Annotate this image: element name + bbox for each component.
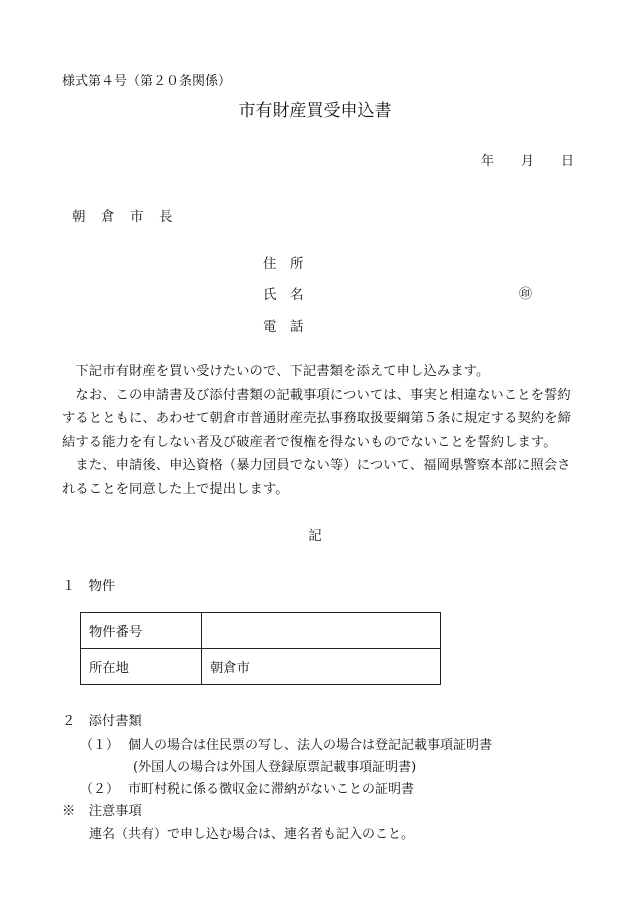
date-month-label: 月	[521, 154, 535, 169]
table-row	[81, 613, 441, 649]
body-paragraph-consent: また、申請後、申込資格（暴力団員でない等）について、福岡県警察本部に照会されることを同意した上で提出します。	[62, 458, 571, 497]
attachment-item-1-note: (外国人の場合は外国人登録原票記載事項証明書)	[133, 760, 417, 775]
address-label: 住 所	[263, 256, 304, 272]
attachment-item-2-number: （２）	[80, 782, 120, 797]
phone-label: 電 話	[263, 319, 304, 335]
table-cell-label: 物件番号	[81, 613, 202, 649]
addressee: 朝 倉 市 長	[72, 209, 174, 225]
name-label: 氏 名	[263, 287, 304, 303]
attachment-item-1-number: （１）	[80, 738, 120, 753]
attachment-item-1-text: 個人の場合は住民票の写し、法人の場合は登記記載事項証明書	[128, 738, 493, 753]
property-table	[80, 612, 441, 685]
date-year-label: 年	[481, 154, 495, 169]
attachment-item-2-text: 市町村税に係る徴収金に滞納がないことの証明書	[128, 782, 415, 797]
body-paragraph-purpose: 下記市有財産を買い受けたいので、下記書類を添えて申し込みます。	[62, 364, 490, 379]
notes-heading: ※ 注意事項	[62, 804, 142, 819]
seal-mark: ㊞	[519, 287, 533, 302]
body-paragraph-pledge: なお、この申請書及び添付書類の記載事項については、事実と相違ないことを誓約するとともに、あわせて朝倉市普通財産売払事務取扱要綱第５条に規定する契約を締結する能力を有しない者及び破産者で復権を得ないものでないことを誓約します。	[62, 387, 572, 450]
ki-marker: 記	[308, 528, 322, 544]
table-cell-label: 所在地	[81, 649, 202, 685]
table-cell-value	[202, 613, 441, 649]
date-day-label: 日	[561, 154, 575, 169]
form-number-label: 様式第４号（第２０条関係）	[62, 74, 232, 89]
table-row	[81, 649, 441, 685]
table-cell-value: 朝倉市	[202, 649, 441, 685]
document-title: 市有財産買受申込書	[238, 101, 392, 121]
section-attachments-heading: ２ 添付書類	[62, 714, 142, 729]
notes-text: 連名（共有）で申し込む場合は、連名者も記入のこと。	[89, 827, 415, 842]
section-property-heading: １ 物件	[62, 579, 116, 594]
body-text	[62, 360, 582, 501]
